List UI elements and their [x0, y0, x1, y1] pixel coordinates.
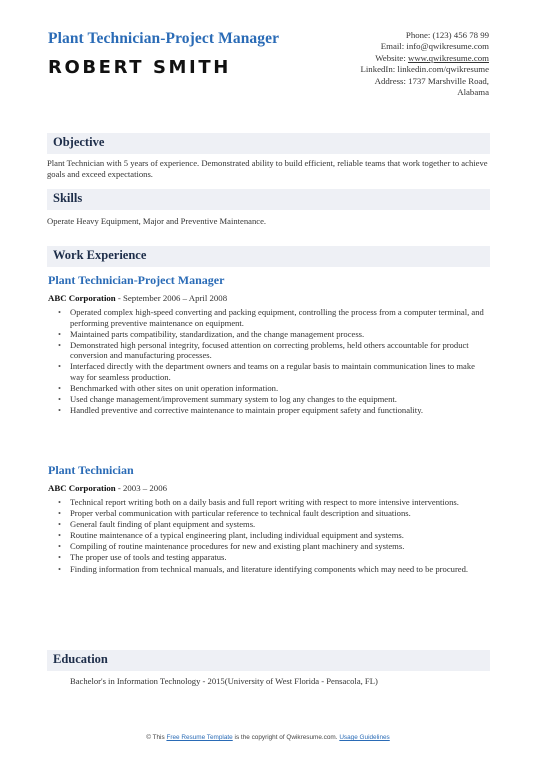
resume-header: [48, 30, 279, 78]
list-item: • Routine maintenance of a typical engineering plant, including individual equipment and systems.: [58, 530, 490, 541]
contact-website: [360, 53, 489, 64]
contact-block: [360, 30, 489, 98]
job-1-company: ABC Corporation: [48, 293, 116, 303]
skills-text: Operate Heavy Equipment, Major and Preventive Maintenance.: [47, 216, 267, 226]
objective-section-header: [47, 133, 490, 154]
list-item: • Interfaced directly with the department owners and teams on a regular basis to maintain communication lines to make way for seamless production.: [58, 361, 490, 382]
contact-address-line1: Address: 1737 Marshville Road,: [374, 75, 489, 86]
job-1-dates: - September 2006 – April 2008: [115, 293, 228, 303]
list-item: • Operated complex high-speed converting and packing equipment, controlling the process from a computer terminal, and performing preventive maintenance on equipment.: [58, 307, 490, 328]
footer-prefix: © This: [146, 734, 167, 741]
job-1-bullets: [58, 307, 490, 416]
objective-heading: Objective: [53, 135, 105, 149]
work-experience-section-header: [47, 246, 490, 267]
list-item: • Maintained parts compatibility, standardization, and the change management process.: [58, 329, 490, 340]
list-item: • The proper use of tools and testing apparatus.: [58, 552, 490, 563]
contact-address-line2: Alabama: [457, 87, 489, 98]
work-experience-heading: Work Experience: [53, 248, 147, 262]
list-item: • Demonstrated high personal integrity, focused attention on correcting problems, held others accountable for product conversion and manufacturing processes.: [58, 340, 490, 361]
job-2-title: Plant Technician: [48, 463, 134, 477]
list-item: • Used change management/improvement summary system to log any changes to the equipment.: [58, 394, 490, 405]
skills-heading: Skills: [53, 191, 83, 205]
list-item: • Proper verbal communication with particular reference to technical fault description and situations.: [58, 508, 490, 519]
job-2-company: ABC Corporation: [48, 483, 116, 493]
objective-text: Plant Technician with 5 years of experience. Demonstrated ability to build efficient, reliable teams that work together to achieve goals and exceed expectations.: [47, 158, 488, 179]
list-item: • General fault finding of plant equipment and systems.: [58, 519, 490, 530]
contact-phone: Phone: (123) 456 78 99: [405, 30, 489, 40]
job-1-title: Plant Technician-Project Manager: [48, 273, 225, 287]
footer: [0, 734, 536, 741]
job-1-company-line: [48, 293, 227, 303]
list-item: • Technical report writing both on a daily basis and full report writing with respect to more intensive interventions.: [58, 497, 490, 508]
footer-middle: is the copyright of Qwikresume.com.: [232, 734, 340, 741]
contact-linkedin: LinkedIn: linkedin.com/qwikresume: [360, 64, 489, 75]
free-resume-template-link[interactable]: Free Resume Template: [166, 734, 233, 741]
contact-website-label: Website:: [375, 52, 408, 63]
list-item: • Compiling of routine maintenance procedures for new and existing plant machinery and systems.: [58, 541, 490, 552]
education-heading: Education: [53, 652, 108, 666]
job-title: Plant Technician-Project Manager: [48, 30, 280, 47]
job-2-company-line: [48, 483, 167, 493]
education-entry: Bachelor's in Information Technology - 2015(University of West Florida - Pensacola, FL): [70, 676, 378, 686]
skills-section-header: [47, 189, 490, 210]
contact-website-link[interactable]: www.qwikresume.com: [407, 52, 489, 63]
list-item: • Finding information from technical manuals, and literature identifying components which may need to be procured.: [58, 564, 490, 575]
usage-guidelines-link[interactable]: Usage Guidelines: [339, 734, 390, 741]
education-section-header: [47, 650, 490, 671]
job-2-bullets: [58, 497, 490, 575]
list-item: • Handled preventive and corrective maintenance to maintain proper equipment safety and functionality.: [58, 405, 490, 416]
candidate-name: ROBERT SMITH: [48, 57, 231, 78]
contact-email: Email: info@qwikresume.com: [380, 41, 489, 52]
job-2-dates: - 2003 – 2006: [115, 483, 167, 493]
list-item: • Benchmarked with other sites on unit operation information.: [58, 383, 490, 394]
